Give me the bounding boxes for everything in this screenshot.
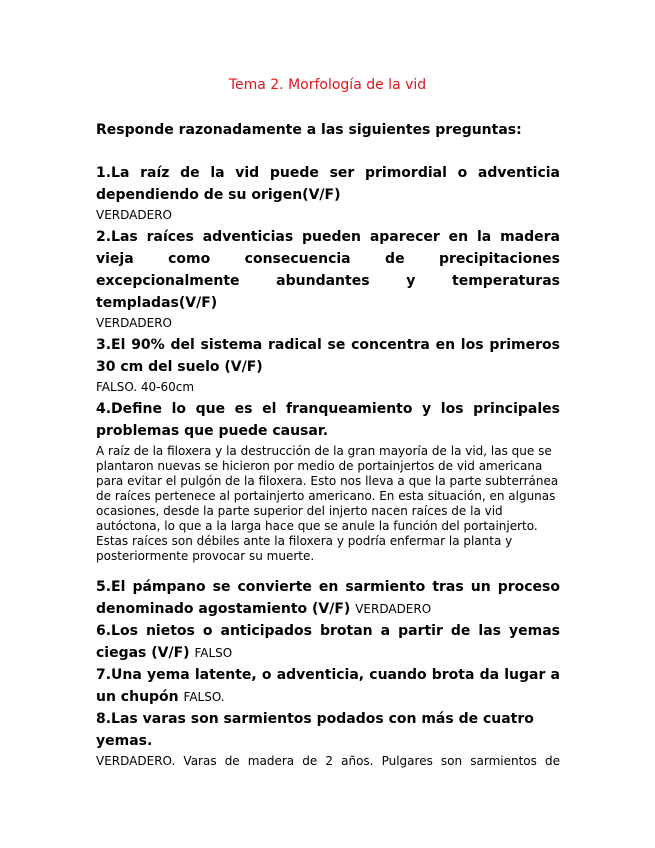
- question-7: [96, 664, 560, 708]
- question-3: 3.El 90% del sistema radical se concentra en los primeros 30 cm del suelo (V/F): [96, 337, 560, 375]
- page-title: Tema 2. Morfología de la vid: [228, 77, 427, 93]
- question-7-text: 7.Una yema latente, o adventicia, cuando brota da lugar a un chupón: [96, 667, 560, 705]
- answer-1: VERDADERO: [96, 208, 172, 222]
- question-4: 4.Define lo que es el franqueamiento y los principales problemas que puede causar.: [96, 401, 560, 439]
- answer-6: FALSO: [194, 646, 233, 660]
- answer-8: VERDADERO. Varas de madera de 2 años. Pulgares son sarmientos de: [96, 754, 560, 768]
- question-5: [96, 576, 560, 620]
- question-2: 2.Las raíces adventicias pueden aparecer en la madera vieja como consecuencia de precipitaciones excepcionalmente abundantes y temperaturas templadas(V/F): [96, 229, 560, 311]
- answer-4: A raíz de la filoxera y la destrucción de la gran mayoría de la vid, las que se plantaron nuevas se hicieron por medio de portainjertos de vid americana para evitar el pulgón de la filoxera. Esto nos lleva a que la parte subterránea de raíces pertenece al portainjerto americano. En esta situación, en algunas ocasiones, desde la parte superior del injerto nacen raíces de la vid autóctona, lo que a la larga hace que se anule la función del portainjerto. Estas raíces son débiles ante la filoxera y podría enfermar la planta y posteriormente provocar su muerte.: [96, 444, 559, 563]
- question-5-text: 5.El pámpano se convierte en sarmiento tras un proceso denominado agostamiento (V/F): [96, 579, 560, 617]
- answer-3: FALSO. 40-60cm: [96, 380, 195, 394]
- answer-7: FALSO.: [183, 690, 225, 704]
- question-1: 1.La raíz de la vid puede ser primordial o adventicia dependiendo de su origen(V/F): [96, 165, 560, 203]
- question-list: [96, 162, 560, 770]
- question-6-text: 6.Los nietos o anticipados brotan a partir de las yemas ciegas (V/F): [96, 623, 560, 661]
- instructions: Responde razonadamente a las siguientes preguntas:: [96, 122, 522, 138]
- answer-2: VERDADERO: [96, 316, 172, 330]
- question-8: 8.Las varas son sarmientos podados con más de cuatro yemas.: [96, 711, 534, 749]
- question-6: [96, 620, 560, 664]
- answer-5: VERDADERO: [355, 602, 432, 616]
